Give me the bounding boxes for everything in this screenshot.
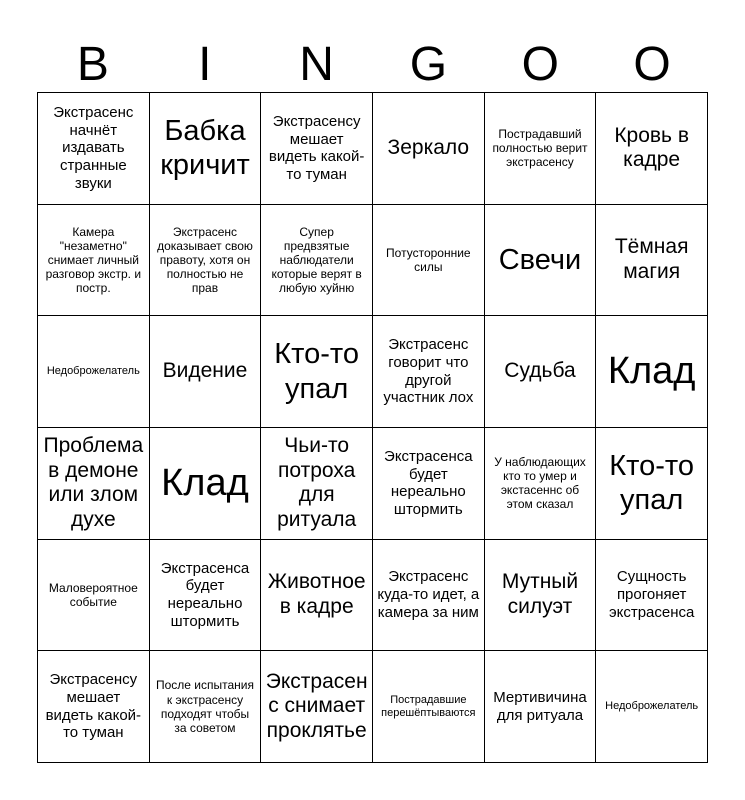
bingo-cell[interactable]: Клад [596, 316, 708, 428]
bingo-cell[interactable]: У наблюдающих кто то умер и экстасеннс об этом сказал [485, 428, 597, 540]
bingo-cell[interactable]: После испытания к экстрасенсу подходят чтобы за советом [150, 651, 262, 763]
bingo-cell[interactable]: Клад [150, 428, 262, 540]
bingo-cell[interactable]: Экстрасенс снимает проклятье [261, 651, 373, 763]
header-letter: I [198, 38, 212, 91]
bingo-cell[interactable]: Экстрасенс говорит что другой участник лох [373, 316, 485, 428]
bingo-cell[interactable]: Видение [150, 316, 262, 428]
bingo-cell[interactable]: Маловероятное событие [38, 540, 150, 652]
bingo-cell[interactable]: Недоброжелатель [38, 316, 150, 428]
bingo-cell[interactable]: Кто-то упал [596, 428, 708, 540]
bingo-header [37, 36, 708, 94]
bingo-cell[interactable]: Тёмная магия [596, 205, 708, 317]
bingo-cell[interactable]: Зеркало [373, 93, 485, 205]
bingo-cell[interactable]: Экстрасенс куда-то идет, а камера за ним [373, 540, 485, 652]
bingo-cell[interactable]: Мутный силуэт [485, 540, 597, 652]
bingo-cell[interactable]: Экстрасенсу мешает видеть какой-то туман [261, 93, 373, 205]
bingo-cell[interactable]: Недоброжелатель [596, 651, 708, 763]
bingo-cell[interactable]: Животное в кадре [261, 540, 373, 652]
bingo-cell[interactable]: Проблема в демоне или злом духе [38, 428, 150, 540]
bingo-cell[interactable]: Пострадавшие перешёптываются [373, 651, 485, 763]
bingo-cell[interactable]: Экстрасенса будет нереально штормить [150, 540, 262, 652]
bingo-cell[interactable]: Бабка кричит [150, 93, 262, 205]
bingo-cell[interactable]: Камера "незаметно" снимает личный разговор экстр. и постр. [38, 205, 150, 317]
header-letter: B [76, 38, 109, 91]
bingo-cell[interactable]: Кто-то упал [261, 316, 373, 428]
header-letter: G [409, 38, 448, 91]
header-letter: O [521, 38, 559, 91]
bingo-cell[interactable]: Сущность прогоняет экстрасенса [596, 540, 708, 652]
bingo-cell[interactable]: Супер предвзятые наблюдатели которые верят в любую хуйню [261, 205, 373, 317]
bingo-cell[interactable]: Пострадавший полностью верит экстрасенсу [485, 93, 597, 205]
bingo-cell[interactable]: Экстрасенса будет нереально штормить [373, 428, 485, 540]
header-letter: N [299, 38, 334, 91]
bingo-card-grid [37, 92, 708, 763]
bingo-cell[interactable]: Чьи-то потроха для ритуала [261, 428, 373, 540]
bingo-cell[interactable]: Свечи [485, 205, 597, 317]
bingo-cell[interactable]: Судьба [485, 316, 597, 428]
bingo-cell[interactable]: Экстрасенсу мешает видеть какой-то туман [38, 651, 150, 763]
bingo-cell[interactable]: Потусторонние силы [373, 205, 485, 317]
bingo-cell[interactable]: Кровь в кадре [596, 93, 708, 205]
bingo-cell[interactable]: Экстрасенс доказывает свою правоту, хотя он полностью не прав [150, 205, 262, 317]
bingo-cell[interactable]: Мертивичина для ритуала [485, 651, 597, 763]
bingo-cell[interactable]: Экстрасенс начнёт издавать странные звуки [38, 93, 150, 205]
header-letter: O [633, 38, 671, 91]
